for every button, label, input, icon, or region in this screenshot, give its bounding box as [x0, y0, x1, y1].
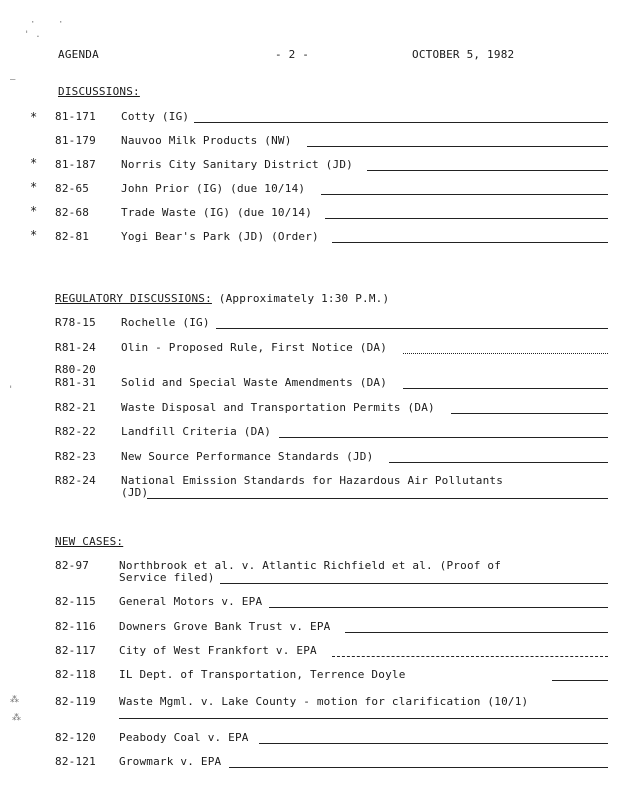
page-number: - 2 -: [275, 48, 310, 61]
item-description: Nauvoo Milk Products (NW): [121, 134, 292, 147]
docket-number: 81-187: [55, 158, 96, 171]
fill-line: [229, 767, 608, 768]
discussion-item: [55, 230, 608, 246]
header-date: OCTOBER 5, 1982: [412, 48, 515, 61]
fill-line: [403, 388, 608, 389]
priority-star: *: [30, 228, 38, 242]
fill-line: [332, 242, 608, 243]
item-description: John Prior (IG) (due 10/14): [121, 182, 306, 195]
item-description: New Source Performance Standards (JD): [121, 450, 374, 463]
item-description-continued: Service filed): [119, 571, 215, 584]
fill-line: [269, 607, 608, 608]
header-left: AGENDA: [58, 48, 99, 61]
item-description: General Motors v. EPA: [119, 595, 263, 608]
case-item: [55, 695, 608, 721]
fill-line: [259, 743, 608, 744]
docket-number: 82-117: [55, 644, 96, 657]
fill-line: [216, 328, 608, 329]
fill-line: [389, 462, 608, 463]
docket-number: R82-23: [55, 450, 96, 463]
item-description: Downers Grove Bank Trust v. EPA: [119, 620, 331, 633]
regulatory-item: [55, 450, 608, 466]
case-item: [55, 668, 608, 684]
case-item: [55, 644, 608, 660]
discussion-item: [55, 158, 608, 174]
discussion-item: [55, 110, 608, 126]
item-description-continued: (JD): [121, 486, 149, 499]
scan-speck: ': [8, 385, 14, 395]
discussion-item: [55, 182, 608, 198]
scan-speck: —: [10, 75, 16, 85]
item-description: Yogi Bear's Park (JD) (Order): [121, 230, 319, 243]
fill-line: [552, 680, 608, 681]
regulatory-item: [55, 425, 608, 441]
section-title-regulatory: REGULATORY DISCUSSIONS:: [55, 292, 212, 305]
scan-speck: ⁂: [10, 695, 20, 705]
fill-line: [451, 413, 608, 414]
docket-number: 82-68: [55, 206, 90, 219]
docket-number: 81-171: [55, 110, 96, 123]
fill-line: [403, 353, 608, 354]
case-item: [55, 559, 608, 589]
docket-number: 82-97: [55, 559, 90, 572]
scan-speck: ·: [58, 18, 64, 28]
priority-star: *: [30, 110, 38, 124]
fill-line: [332, 656, 608, 657]
docket-number: R81-24: [55, 341, 96, 354]
docket-number: R80-20: [55, 363, 96, 376]
regulatory-item: [55, 363, 608, 393]
fill-line: [345, 632, 608, 633]
docket-number: 82-120: [55, 731, 96, 744]
item-description: Olin - Proposed Rule, First Notice (DA): [121, 341, 388, 354]
case-item: [55, 620, 608, 636]
docket-number: 82-119: [55, 695, 96, 708]
item-description: Rochelle (IG): [121, 316, 210, 329]
regulatory-item: [55, 316, 608, 332]
scan-speck: ' .: [24, 30, 41, 40]
item-description: National Emission Standards for Hazardous Air Pollutants: [121, 474, 504, 487]
docket-number: R82-24: [55, 474, 96, 487]
docket-number: 81-179: [55, 134, 96, 147]
priority-star: *: [30, 204, 38, 218]
case-item: [55, 595, 608, 611]
docket-number: R82-22: [55, 425, 96, 438]
discussion-item: [55, 206, 608, 222]
scan-speck: ⁂: [12, 713, 22, 723]
item-description: Waste Disposal and Transportation Permits (DA): [121, 401, 435, 414]
item-description: City of West Frankfort v. EPA: [119, 644, 317, 657]
docket-number: R78-15: [55, 316, 96, 329]
docket-number: 82-121: [55, 755, 96, 768]
section-subtitle-regulatory: (Approximately 1:30 P.M.): [218, 292, 390, 305]
fill-line: [147, 498, 608, 499]
regulatory-item: [55, 341, 608, 357]
section-heading-regulatory: [55, 292, 389, 305]
discussion-item: [55, 134, 608, 150]
priority-star: *: [30, 156, 38, 170]
regulatory-item: [55, 401, 608, 417]
docket-number-secondary: R81-31: [55, 376, 96, 389]
docket-number: 82-81: [55, 230, 90, 243]
case-item: [55, 755, 608, 771]
item-description: Peabody Coal v. EPA: [119, 731, 249, 744]
case-item: [55, 731, 608, 747]
item-description: Waste Mgml. v. Lake County - motion for clarification (10/1): [119, 695, 529, 708]
regulatory-item: [55, 474, 608, 504]
fill-line: [194, 122, 608, 123]
item-description: Norris City Sanitary District (JD): [121, 158, 353, 171]
docket-number: 82-116: [55, 620, 96, 633]
item-description: Landfill Criteria (DA): [121, 425, 272, 438]
item-description: Solid and Special Waste Amendments (DA): [121, 376, 388, 389]
priority-star: *: [30, 180, 38, 194]
fill-line: [220, 583, 608, 584]
item-description: IL Dept. of Transportation, Terrence Doyle: [119, 668, 406, 681]
docket-number: R82-21: [55, 401, 96, 414]
fill-line: [321, 194, 608, 195]
item-description: Trade Waste (IG) (due 10/14): [121, 206, 313, 219]
docket-number: 82-118: [55, 668, 96, 681]
docket-number: 82-115: [55, 595, 96, 608]
item-description: Growmark v. EPA: [119, 755, 222, 768]
item-description: Cotty (IG): [121, 110, 190, 123]
docket-number: 82-65: [55, 182, 90, 195]
fill-line: [279, 437, 608, 438]
fill-line: [307, 146, 608, 147]
item-description: Northbrook et al. v. Atlantic Richfield et al. (Proof of: [119, 559, 502, 572]
fill-line: [119, 718, 608, 719]
fill-line: [325, 218, 608, 219]
fill-line: [367, 170, 608, 171]
section-title-new-cases: NEW CASES:: [55, 535, 124, 548]
section-title-discussions: DISCUSSIONS:: [58, 85, 140, 98]
scan-speck: ·: [30, 18, 36, 28]
